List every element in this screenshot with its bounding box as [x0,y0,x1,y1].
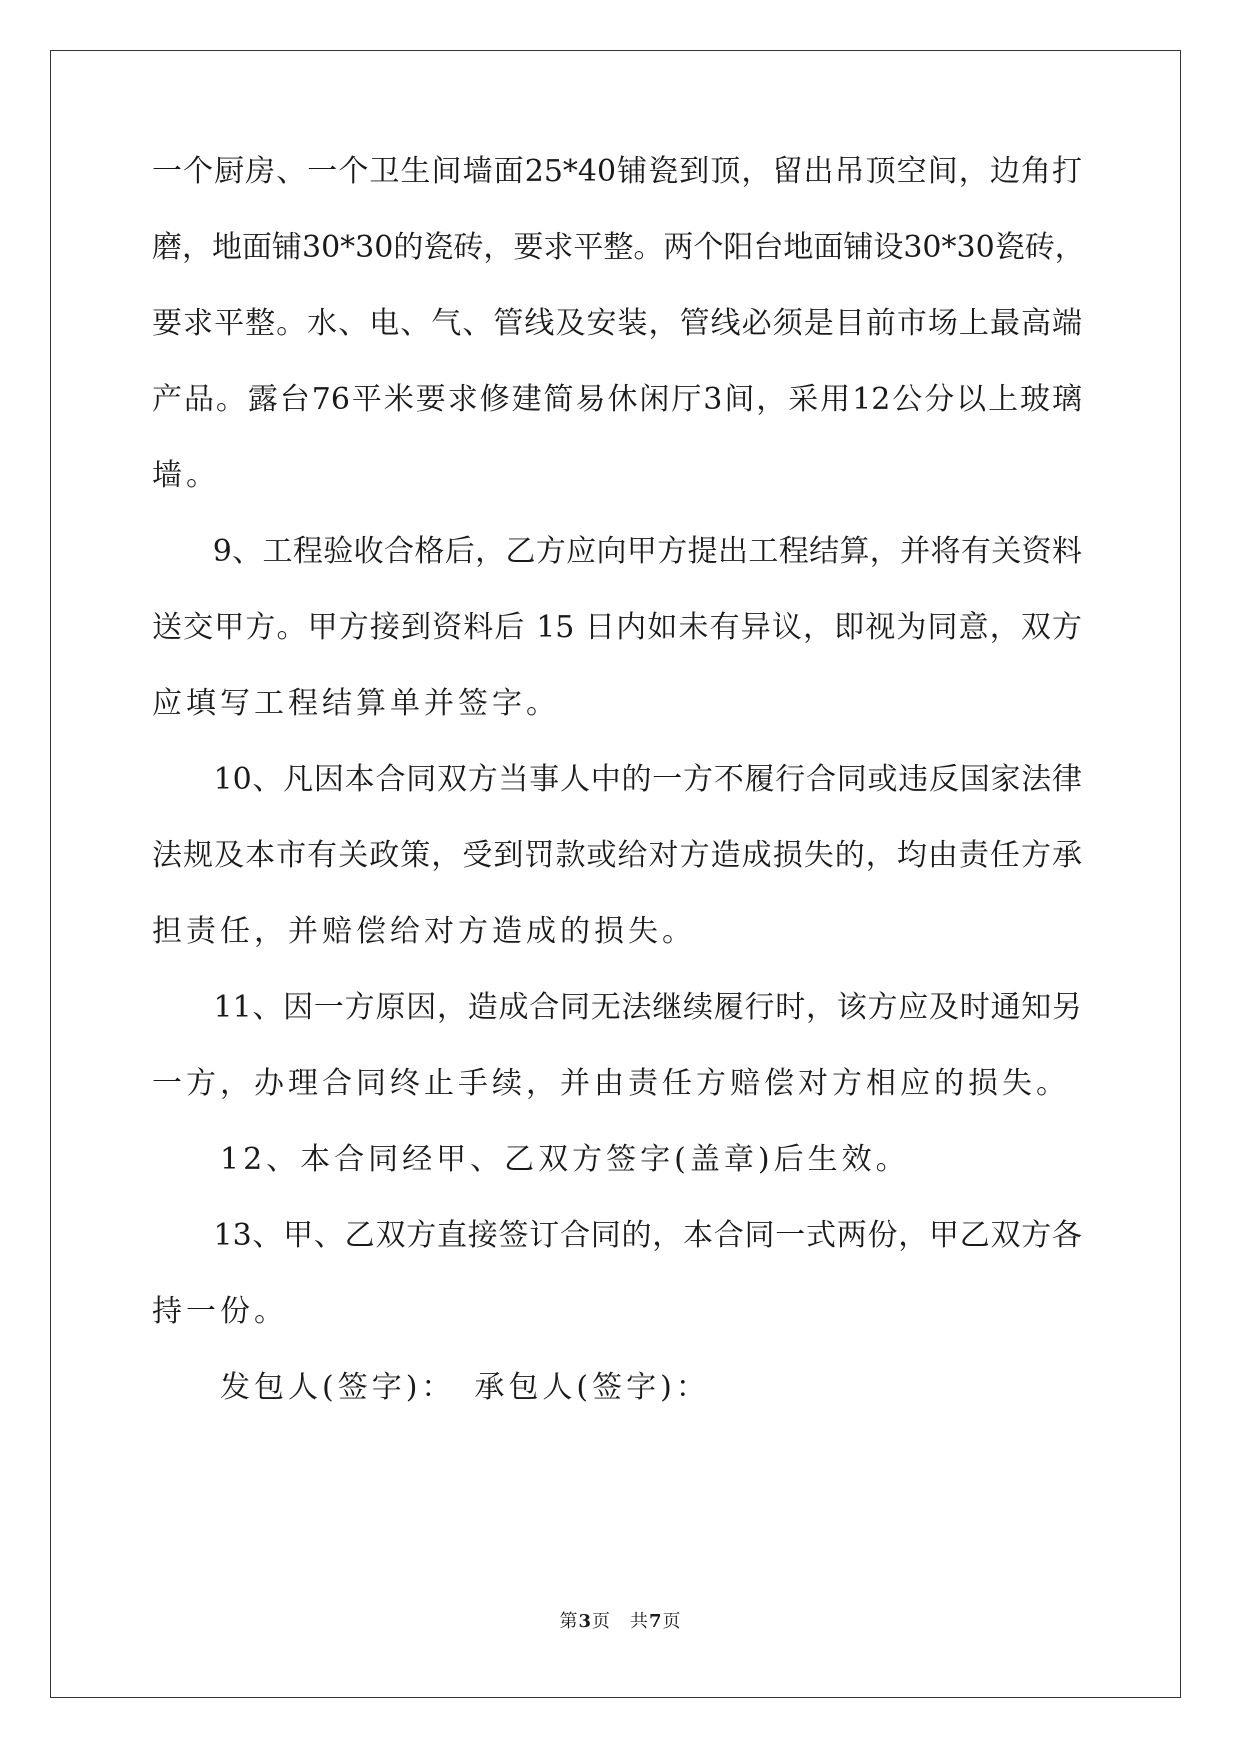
text-line: 法规及本市有关政策，受到罚款或给对方造成损失的，均由责任方承 [152,838,1082,873]
text-line: 墙。 [152,458,220,493]
text-line: 要求平整。水、电、气、管线及安装，管线必须是目前市场上最高端 [152,306,1082,341]
text-line: 送交甲方。甲方接到资料后 15 日内如未有异议，即视为同意，双方 [152,610,1082,645]
text-line: 一方，办理合同终止手续，并由责任方赔偿对方相应的损失。 [152,1066,1070,1101]
paragraph-10-line: 10、凡因本合同双方当事人中的一方不履行合同或违反国家法律 [152,762,1082,797]
footer-mid: 页 共 [592,1611,649,1632]
text-line: 产品。露台76平米要求修建简易休闲厅3间，采用12公分以上玻璃 [152,382,1082,417]
paragraph-12-line: 12、本合同经甲、乙双方签字(盖章)后生效。 [152,1142,910,1177]
text-line: 担责任，并赔偿给对方造成的损失。 [152,914,696,949]
text-line: 应填写工程结算单并签字。 [152,686,560,721]
paragraph-11-line: 11、因一方原因，造成合同无法继续履行时，该方应及时通知另 [152,990,1082,1025]
text-line: 一个厨房、一个卫生间墙面25*40铺瓷到顶，留出吊顶空间，边角打 [152,154,1082,189]
footer-suffix: 页 [662,1611,682,1632]
paragraph-9-line: 9、工程验收合格后，乙方应向甲方提出工程结算，并将有关资料 [152,534,1082,569]
footer-prefix: 第 [559,1611,579,1632]
paragraph-13-line: 13、甲、乙双方直接签订合同的，本合同一式两份，甲乙双方各 [152,1218,1082,1253]
text-line: 持一份。 [152,1294,288,1329]
total-page-number: 7 [649,1611,663,1632]
text-line: 磨，地面铺30*30的瓷砖，要求平整。两个阳台地面铺设30*30瓷砖， [152,230,1085,265]
page-footer [0,1610,1241,1634]
signature-line: 发包人(签字)： 承包人(签字)： [152,1370,710,1405]
current-page-number: 3 [578,1611,592,1632]
